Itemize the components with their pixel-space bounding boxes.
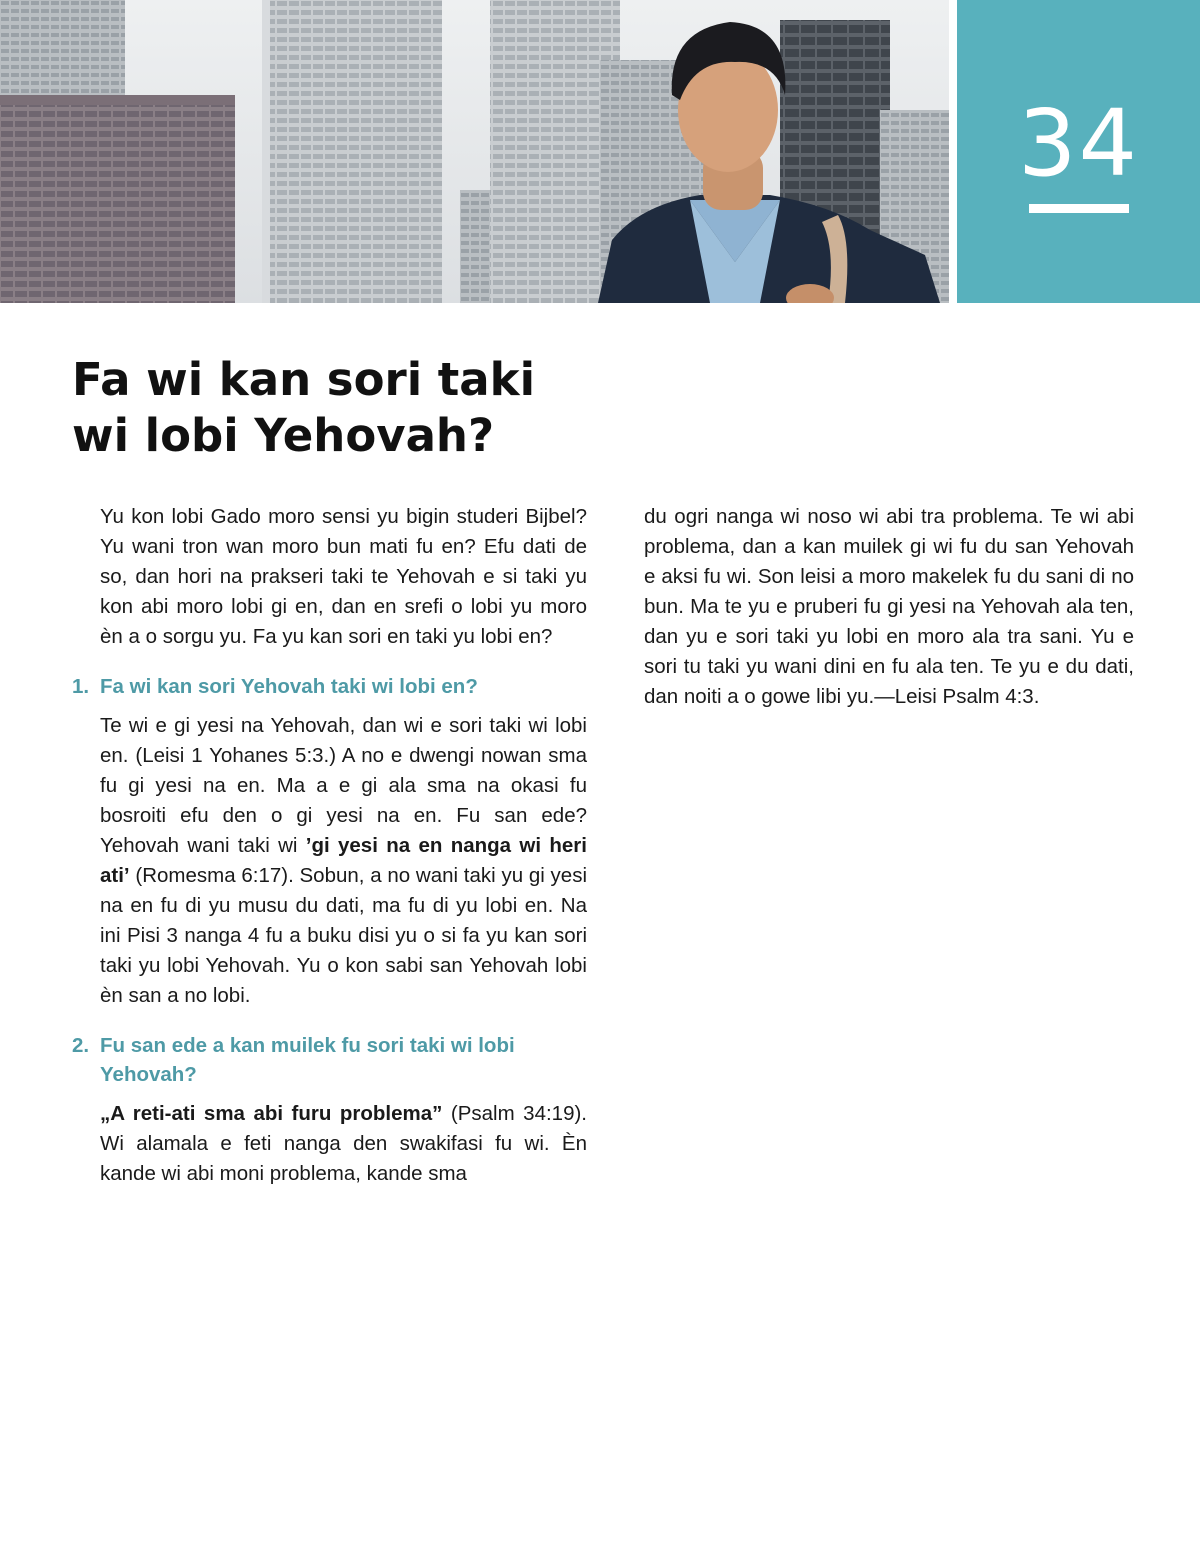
lesson-number: 34 <box>1017 90 1140 197</box>
answer-1-paragraph <box>72 711 587 1011</box>
question-1 <box>72 672 587 701</box>
page-title <box>72 352 772 464</box>
question-1-text: Fa wi kan sori Yehovah taki wi lobi en? <box>100 675 478 698</box>
lesson-number-underline <box>1029 204 1129 213</box>
lesson-number-box <box>957 0 1200 303</box>
page-title-line-1: Fa wi kan sori taki <box>72 353 536 406</box>
answer-1-quote: ’gi yesi na en nanga wi heri ati’ <box>100 834 587 887</box>
building <box>0 95 235 303</box>
answer-2-quote: „A reti-ati sma abi furu problema” <box>100 1102 443 1125</box>
answer-2-paragraph <box>72 1099 587 1189</box>
answer-2-continued: du ogri nanga wi noso wi abi tra problema. Te wi abi problema, dan a kan muilek gi wi fu du san Yehovah e aksi fu wi. Son leisi a moro makelek fu du sani di no bun. Ma te yu e pruberi fu gi yesi na Yehovah ala ten, dan yu e sori taki yu lobi en moro ala tra sani. Yu e sori tu taki yu wani dini en fu ala ten. Te yu e du dati, dan noiti a o gowe libi yu.—Leisi Psalm 4:3. <box>644 505 1134 708</box>
question-2-number: 2. <box>72 1034 90 1057</box>
answer-1-text-a: Te wi e gi yesi na Yehovah, dan wi e sori taki wi lobi en. (Leisi 1 Yohanes 5:3.) A no e dwengi nowan sma fu gi yesi na en. Ma a e gi ala sma na okasi fu bosroiti efu den o gi yesi na en. Fu san ede? Yehovah wani taki wi <box>100 714 587 857</box>
question-2 <box>72 1031 587 1089</box>
building <box>0 0 125 110</box>
city-photo-illustration <box>0 0 949 303</box>
right-column <box>644 502 1134 712</box>
answer-2-text: (Psalm 34:19). Wi alamala e feti nanga den swakifasi fu wi. Èn kande wi abi moni problema, kande sma <box>100 1102 587 1185</box>
page-title-line-2: wi lobi Yehovah? <box>72 409 495 462</box>
building <box>262 0 442 303</box>
answer-1-text-b: (Romesma 6:17). Sobun, a no wani taki yu gi yesi na en fu di yu musu du dati, ma fu di yu lobi en. Na ini Pisi 3 nanga 4 fu a buku disi yu o si fa yu kan sori taki yu lobi Yehovah. Yu o kon sabi san Yehovah lobi èn san a no lobi. <box>100 864 587 1007</box>
question-1-number: 1. <box>72 675 90 698</box>
question-2-text: Fu san ede a kan muilek fu sori taki wi lobi Yehovah? <box>100 1034 515 1086</box>
left-column <box>72 502 587 1189</box>
header-photo <box>0 0 949 303</box>
intro-paragraph: Yu kon lobi Gado moro sensi yu bigin studeri Bijbel? Yu wani tron wan moro bun mati fu en? Efu dati de so, dan hori na prakseri taki te Yehovah e si taki yu kon abi moro lobi gi en, dan en srefi o lobi yu moro èn a o sorgu yu. Fa yu kan sori en taki yu lobi en? <box>100 505 587 648</box>
